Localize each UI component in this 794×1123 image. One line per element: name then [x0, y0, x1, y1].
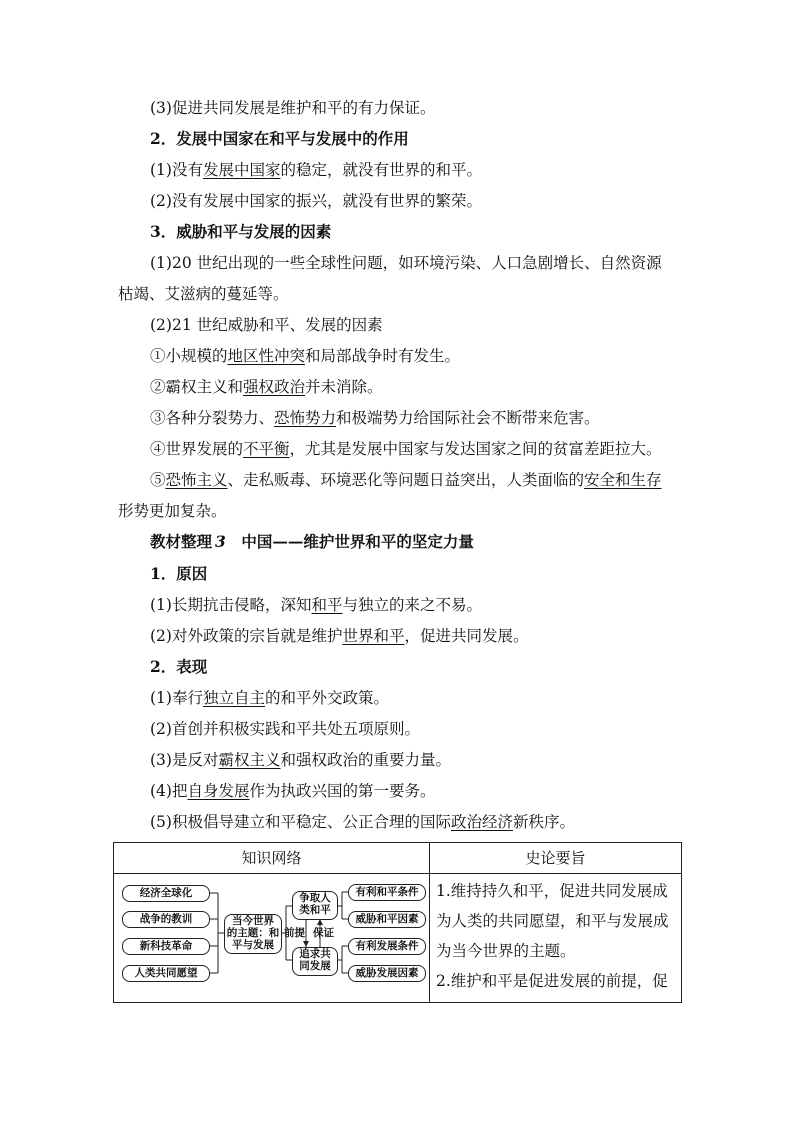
line-text: (4)把	[150, 782, 188, 800]
line-text: (2)21 世纪威胁和平、发展的因素	[150, 316, 383, 334]
line-text: 的和平外交政策。	[264, 689, 389, 707]
line-text: 和强权政治的重要力量。	[280, 751, 451, 769]
line-text: ，尤其是发展中国家与发达国家之间的贫富差距拉大。	[289, 440, 662, 458]
concept-label: 类和平	[299, 904, 331, 916]
text-line	[150, 439, 662, 459]
heading-text: 3．威胁和平与发展的因素	[150, 222, 332, 241]
underlined-term: 地区性冲突	[227, 347, 306, 365]
text-line	[150, 98, 435, 118]
text-line	[150, 191, 482, 211]
concept-map	[114, 874, 429, 1000]
text-line	[150, 595, 482, 615]
line-text: (5)积极倡导建立和平稳定、公正合理的国际	[150, 813, 451, 831]
line-text: ③各种分裂势力、	[150, 409, 275, 427]
line-text: 新秩序。	[512, 813, 575, 831]
concept-new-tech-revolution	[122, 938, 210, 955]
section-heading	[150, 222, 331, 242]
knowledge-diagram-cell	[114, 874, 430, 1003]
underlined-term: 恐怖主义	[165, 471, 228, 489]
concept-label: 平与发展	[232, 939, 274, 951]
text-line	[150, 377, 383, 397]
line-text: (1)没有	[150, 161, 203, 179]
concept-label: 经济全球化	[139, 887, 193, 899]
underlined-term: 安全和生存	[584, 471, 662, 489]
text-line	[150, 750, 451, 770]
line-text: 枯竭、艾滋病的蔓延等。	[118, 285, 289, 303]
underlined-term: 政治经济	[450, 813, 513, 831]
section-title-prefix: 教材整理	[150, 532, 213, 551]
key-point-line: 为当今世界的主题。	[436, 942, 576, 960]
underlined-term: 独立自主	[202, 689, 265, 707]
line-text: 的稳定，就没有世界的和平。	[280, 161, 482, 179]
underlined-term: 不平衡	[243, 440, 290, 458]
text-line	[150, 719, 420, 739]
line-text: 并未消除。	[305, 378, 383, 396]
line-text: 、走私贩毒、环境恶化等问题日益突出，人类面临的	[227, 471, 585, 489]
concept-favorable-peace	[348, 884, 426, 901]
concept-label: 威胁发展因素	[355, 967, 419, 979]
concept-label: 追求共	[299, 948, 331, 960]
line-text: 和极端势力给国际社会不断带来危害。	[336, 409, 600, 427]
section-title	[150, 532, 474, 552]
concept-label: 人类共同愿望	[134, 967, 198, 979]
underlined-term: 发展中国家	[202, 161, 281, 179]
concept-world-theme	[224, 914, 282, 954]
line-text: (1)长期抗击侵略，深知	[150, 596, 312, 614]
line-text: (3)是反对	[150, 751, 219, 769]
line-text: (1)20 世纪出现的一些全球性问题，如环境污染、人口急剧增长、自然资源	[150, 254, 662, 272]
concept-label: 威胁和平因素	[355, 913, 419, 925]
line-text: ，促进共同发展。	[404, 627, 529, 645]
text-line	[150, 315, 383, 335]
concept-strive-peace	[292, 891, 338, 920]
concept-threat-development	[348, 965, 426, 982]
section-heading	[150, 657, 207, 677]
key-point-line: 为人类的共同愿望，和平与发展成	[436, 912, 669, 930]
concept-favorable-development	[348, 938, 426, 955]
line-text: (1)奉行	[150, 689, 203, 707]
text-line	[150, 626, 529, 646]
text-line	[150, 688, 389, 708]
concept-threat-peace	[348, 911, 426, 928]
underlined-term: 世界和平	[342, 627, 405, 645]
line-text: (2)对外政策的宗旨就是维护	[150, 627, 343, 645]
underlined-term: 自身发展	[187, 782, 250, 800]
heading-text: 1．原因	[150, 564, 208, 583]
concept-label: 同发展	[299, 960, 331, 972]
key-points-text	[430, 874, 681, 1002]
concept-label: 有利发展条件	[355, 940, 419, 952]
text-line	[150, 470, 662, 490]
concept-label: 当今世界	[232, 915, 274, 927]
text-line	[150, 812, 575, 832]
concept-label: 新科技革命	[139, 940, 193, 952]
section-number: 3	[215, 532, 226, 551]
heading-text: 2．表现	[150, 657, 208, 676]
concept-lessons-of-war	[122, 911, 210, 928]
concept-label: 争取人	[299, 892, 331, 904]
section-title-text: 中国——维护世界和平的坚定力量	[225, 532, 474, 551]
line-text: 作为执政兴国的第一要务。	[249, 782, 436, 800]
line-text: (3)促进共同发展是维护和平的有力保证。	[150, 99, 436, 117]
label-premise: 前提	[284, 927, 305, 939]
table-header-key-points: 史论要旨	[430, 843, 682, 874]
text-line	[118, 501, 227, 521]
text-line	[150, 346, 460, 366]
line-text: ①小规模的	[150, 347, 228, 365]
label-guarantee: 保证	[313, 927, 334, 939]
underlined-term: 和平	[311, 596, 343, 614]
line-text: ②霸权主义和	[150, 378, 244, 396]
line-text: (2)没有发展中国家的振兴，就没有世界的繁荣。	[150, 192, 482, 210]
section-heading	[150, 129, 409, 149]
text-line	[150, 781, 436, 801]
line-text: 和局部战争时有发生。	[305, 347, 461, 365]
concept-label: 战争的教训	[139, 913, 193, 925]
line-text: (2)首创并积极实践和平共处五项原则。	[150, 720, 420, 738]
underlined-term: 恐怖势力	[274, 409, 337, 427]
table-header-knowledge-network: 知识网络	[114, 843, 430, 874]
text-line	[118, 284, 289, 304]
key-points-cell	[430, 874, 682, 1003]
text-line	[150, 160, 482, 180]
line-text: ④世界发展的	[150, 440, 244, 458]
text-line	[150, 408, 600, 428]
underlined-term: 强权政治	[243, 378, 306, 396]
concept-pursue-development	[292, 947, 338, 976]
concept-label: 的主题：和	[226, 927, 280, 939]
text-line	[150, 253, 662, 273]
underlined-term: 霸权主义	[218, 751, 281, 769]
key-point-line: 2.维护和平是促进发展的前提，促	[436, 972, 668, 990]
line-text: ⑤	[150, 471, 166, 489]
key-point-line: 1.维持持久和平，促进共同发展成	[436, 882, 668, 900]
section-heading	[150, 564, 207, 584]
line-text: 形势更加复杂。	[118, 502, 227, 520]
heading-text: 2．发展中国家在和平与发展中的作用	[150, 129, 409, 148]
knowledge-table	[113, 842, 682, 1003]
line-text: 与独立的来之不易。	[342, 596, 482, 614]
concept-label: 有利和平条件	[355, 886, 419, 898]
concept-common-aspiration	[122, 965, 210, 982]
concept-economic-globalization	[122, 885, 210, 902]
